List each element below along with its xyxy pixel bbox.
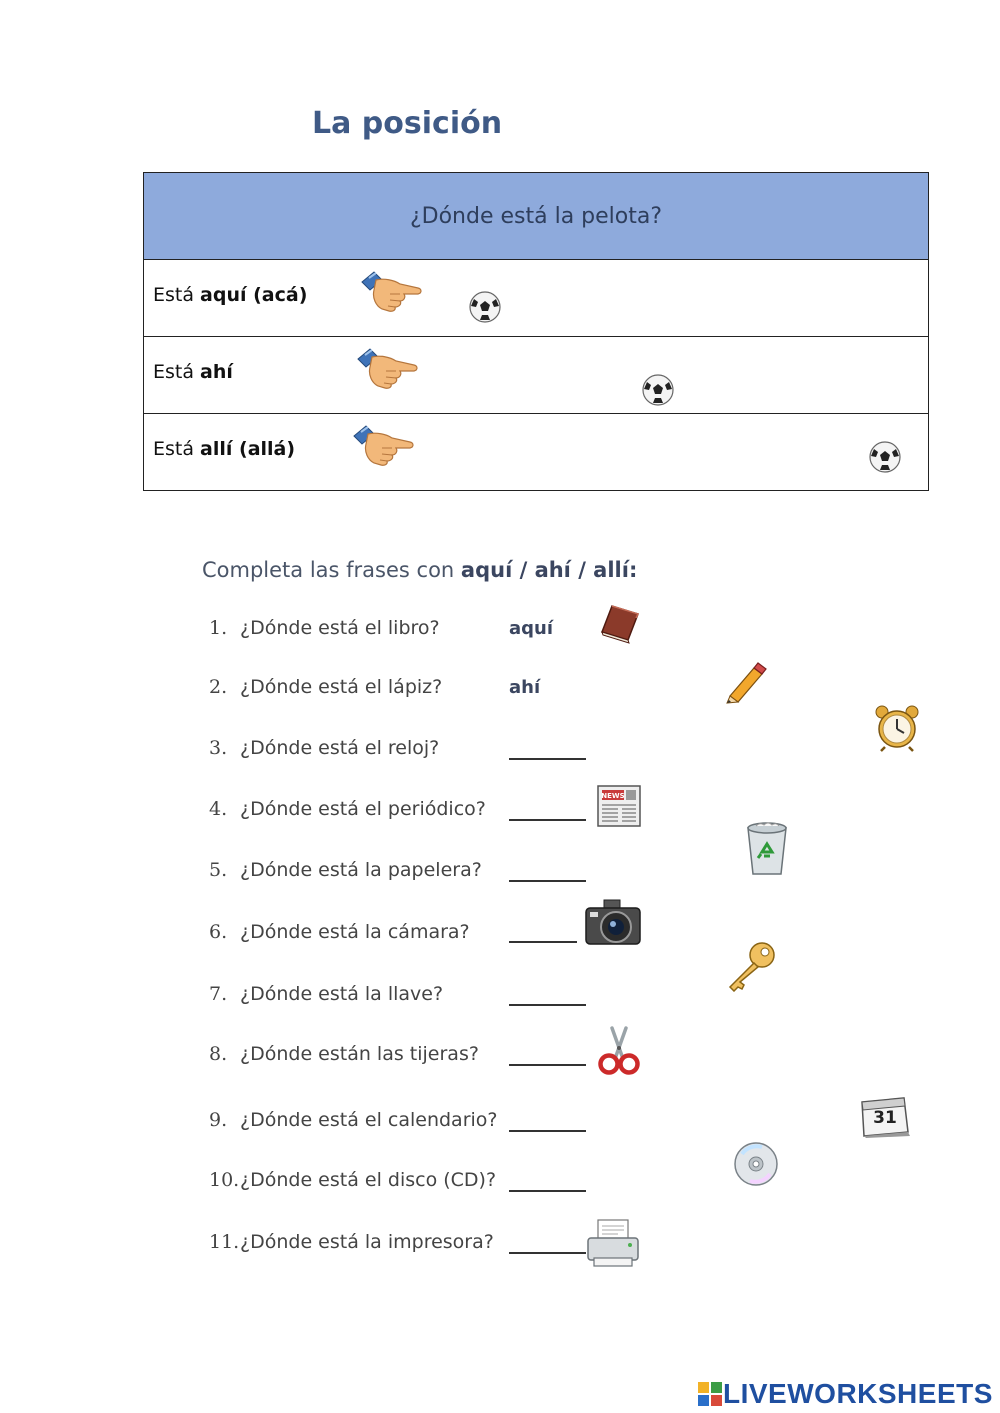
question-text: ¿Dónde está el disco (CD)? bbox=[240, 1169, 497, 1191]
row-label-prefix: Está bbox=[153, 438, 194, 460]
question-text: ¿Dónde está la cámara? bbox=[240, 921, 470, 943]
question-number: 8. bbox=[209, 1043, 228, 1065]
answer-blank-7[interactable] bbox=[509, 1004, 586, 1006]
question-9 bbox=[209, 1109, 498, 1131]
liveworksheets-logo-text: LIVEWORKSHEETS bbox=[723, 1378, 993, 1409]
question-number: 7. bbox=[209, 983, 228, 1005]
question-text: ¿Dónde están las tijeras? bbox=[240, 1043, 479, 1065]
liveworksheets-logo-icon bbox=[697, 1381, 723, 1407]
question-4 bbox=[209, 798, 486, 820]
question-11 bbox=[209, 1231, 494, 1253]
question-3 bbox=[209, 737, 439, 759]
instructions-options: aquí / ahí / allí: bbox=[460, 558, 638, 582]
question-number: 4. bbox=[209, 798, 228, 820]
camera-icon bbox=[584, 896, 642, 950]
trash-bin-icon bbox=[744, 820, 790, 876]
calendar-icon bbox=[858, 1094, 912, 1138]
pointing-hand-icon bbox=[356, 345, 420, 393]
answer-blank-11[interactable] bbox=[509, 1252, 586, 1254]
question-10 bbox=[209, 1169, 496, 1191]
table-row bbox=[144, 260, 928, 337]
question-2 bbox=[209, 676, 442, 698]
newspaper-icon bbox=[596, 782, 644, 828]
liveworksheets-logo bbox=[697, 1378, 993, 1410]
answer-blank-8[interactable] bbox=[509, 1064, 586, 1066]
row-label bbox=[153, 361, 233, 383]
instructions bbox=[202, 558, 637, 582]
question-number: 1. bbox=[209, 617, 228, 639]
row-label bbox=[153, 284, 307, 306]
question-1 bbox=[209, 617, 440, 639]
answer-blank-10[interactable] bbox=[509, 1190, 586, 1192]
calendar-day: 31 bbox=[873, 1108, 897, 1128]
question-text: ¿Dónde está el periódico? bbox=[240, 798, 486, 820]
row-label-bold: allí (allá) bbox=[200, 438, 296, 460]
answer-2: ahí bbox=[509, 677, 541, 698]
position-table bbox=[143, 172, 929, 491]
question-text: ¿Dónde está la llave? bbox=[240, 983, 444, 1005]
question-number: 6. bbox=[209, 921, 228, 943]
question-text: ¿Dónde está el libro? bbox=[240, 617, 440, 639]
question-number: 9. bbox=[209, 1109, 228, 1131]
row-label-prefix: Está bbox=[153, 361, 194, 383]
soccer-ball-icon bbox=[468, 290, 502, 324]
table-header: ¿Dónde está la pelota? bbox=[144, 173, 928, 260]
alarm-clock-icon bbox=[871, 704, 923, 752]
question-number: 5. bbox=[209, 859, 228, 881]
answer-1: aquí bbox=[509, 618, 554, 639]
key-icon bbox=[724, 940, 778, 992]
book-icon bbox=[598, 602, 642, 644]
row-label-bold: aquí (acá) bbox=[200, 284, 308, 306]
question-text: ¿Dónde está el calendario? bbox=[240, 1109, 498, 1131]
question-8 bbox=[209, 1043, 479, 1065]
answer-blank-4[interactable] bbox=[509, 819, 586, 821]
question-number: 2. bbox=[209, 676, 228, 698]
question-6 bbox=[209, 921, 470, 943]
question-7 bbox=[209, 983, 443, 1005]
pointing-hand-icon bbox=[352, 422, 416, 470]
instructions-text: Completa las frases con bbox=[202, 558, 455, 582]
newspaper-label: NEWS bbox=[601, 792, 625, 800]
question-text: ¿Dónde está el reloj? bbox=[240, 737, 440, 759]
question-text: ¿Dónde está la impresora? bbox=[240, 1231, 494, 1253]
answer-blank-6[interactable] bbox=[509, 941, 577, 943]
question-text: ¿Dónde está la papelera? bbox=[240, 859, 482, 881]
row-label-bold: ahí bbox=[200, 361, 233, 383]
page-title: La posición bbox=[312, 106, 503, 141]
question-5 bbox=[209, 859, 482, 881]
answer-blank-3[interactable] bbox=[509, 758, 586, 760]
cd-icon bbox=[732, 1140, 780, 1188]
pencil-icon bbox=[724, 660, 768, 704]
table-row bbox=[144, 414, 928, 490]
scissors-icon bbox=[596, 1026, 642, 1076]
table-row bbox=[144, 337, 928, 414]
printer-icon bbox=[586, 1218, 640, 1268]
question-number: 3. bbox=[209, 737, 228, 759]
answer-blank-9[interactable] bbox=[509, 1130, 586, 1132]
soccer-ball-icon bbox=[641, 373, 675, 407]
soccer-ball-icon bbox=[868, 440, 902, 474]
row-label bbox=[153, 438, 295, 460]
pointing-hand-icon bbox=[360, 268, 424, 316]
question-number: 10. bbox=[209, 1169, 240, 1191]
question-text: ¿Dónde está el lápiz? bbox=[240, 676, 443, 698]
answer-blank-5[interactable] bbox=[509, 880, 586, 882]
question-number: 11. bbox=[209, 1231, 240, 1253]
row-label-prefix: Está bbox=[153, 284, 194, 306]
